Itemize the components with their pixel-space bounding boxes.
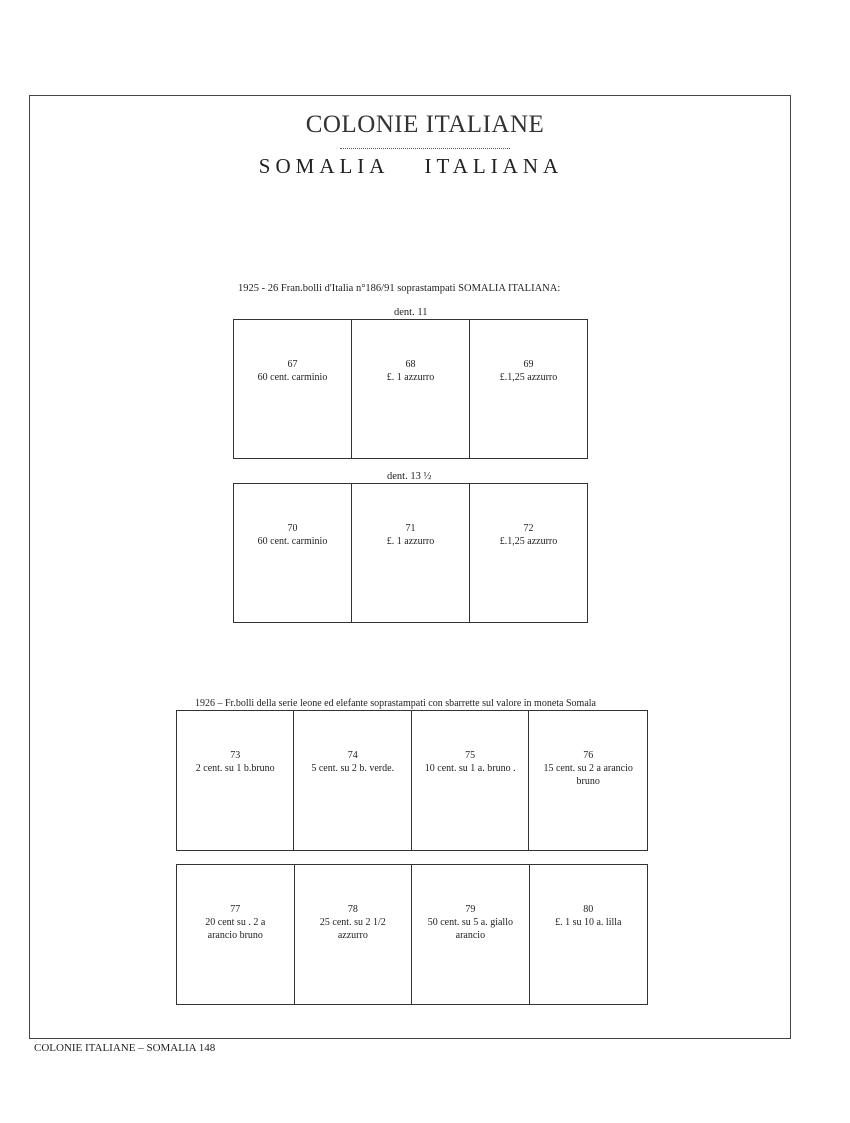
- stamp-description: 60 cent. carminio: [257, 536, 328, 547]
- stamp-number: 69: [523, 359, 534, 370]
- stamp-slot: [352, 320, 470, 458]
- stamp-number: 78: [347, 904, 358, 915]
- stamp-description: £.1,25 azzurro: [499, 372, 558, 383]
- stamp-slot: [295, 865, 413, 1004]
- stamp-description: £. 1 azzurro: [386, 372, 435, 383]
- stamp-description: 5 cent. su 2 b. verde.: [311, 763, 395, 774]
- page-title: COLONIE ITALIANE: [305, 111, 545, 138]
- stamp-description: 2 cent. su 1 b.bruno: [195, 763, 275, 774]
- stamp-number: 76: [583, 750, 594, 761]
- stamp-slot: [234, 484, 352, 622]
- stamp-row-1926-a: [176, 710, 648, 851]
- stamp-slot: [234, 320, 352, 458]
- row2-perforation-label: dent. 13 ½: [387, 471, 432, 482]
- stamp-slot: [530, 865, 647, 1004]
- stamp-slot: [352, 484, 470, 622]
- stamp-slot: [470, 484, 587, 622]
- stamp-description: 15 cent. su 2 a arancio bruno: [543, 763, 633, 787]
- page-footer: COLONIE ITALIANE – SOMALIA 148: [34, 1042, 216, 1054]
- stamp-number: 71: [405, 523, 416, 534]
- row1-perforation-label: dent. 11: [394, 307, 428, 318]
- stamp-number: 67: [287, 359, 298, 370]
- section2-caption: 1926 – Fr.bolli della serie leone ed elefante soprastampati con sbarrette sul valore in moneta Somala: [195, 698, 596, 709]
- stamp-slot: [177, 865, 295, 1004]
- stamp-number: 72: [523, 523, 534, 534]
- stamp-description: 25 cent. su 2 1/2 azzurro: [319, 917, 386, 941]
- page-subtitle: SOMALIA ITALIANA: [258, 154, 564, 178]
- stamp-description: 10 cent. su 1 a. bruno .: [424, 763, 516, 774]
- stamp-number: 68: [405, 359, 416, 370]
- stamp-number: 79: [465, 904, 476, 915]
- stamp-row-dent-13-half: [233, 483, 588, 623]
- stamp-number: 70: [287, 523, 298, 534]
- stamp-number: 74: [347, 750, 358, 761]
- stamp-slot: [294, 711, 411, 850]
- stamp-description: 50 cent. su 5 a. giallo arancio: [427, 917, 513, 941]
- title-divider: [340, 148, 510, 149]
- section1-caption: 1925 - 26 Fran.bolli d'Italia n°186/91 soprastampati SOMALIA ITALIANA:: [238, 283, 561, 294]
- stamp-row-dent-11: [233, 319, 588, 459]
- stamp-slot: [177, 711, 294, 850]
- stamp-number: 77: [230, 904, 241, 915]
- stamp-description: 20 cent su . 2 a arancio bruno: [205, 917, 266, 941]
- stamp-slot: [412, 865, 529, 1004]
- stamp-description: £. 1 su 10 a. lilla: [555, 917, 622, 928]
- stamp-slot: [412, 711, 529, 850]
- stamp-number: 75: [465, 750, 476, 761]
- stamp-number: 73: [230, 750, 241, 761]
- stamp-slot: [529, 711, 647, 850]
- stamp-number: 80: [583, 904, 594, 915]
- stamp-slot: [470, 320, 587, 458]
- stamp-description: 60 cent. carminio: [257, 372, 328, 383]
- stamp-description: £.1,25 azzurro: [499, 536, 558, 547]
- stamp-description: £. 1 azzurro: [386, 536, 435, 547]
- stamp-row-1926-b: [176, 864, 648, 1005]
